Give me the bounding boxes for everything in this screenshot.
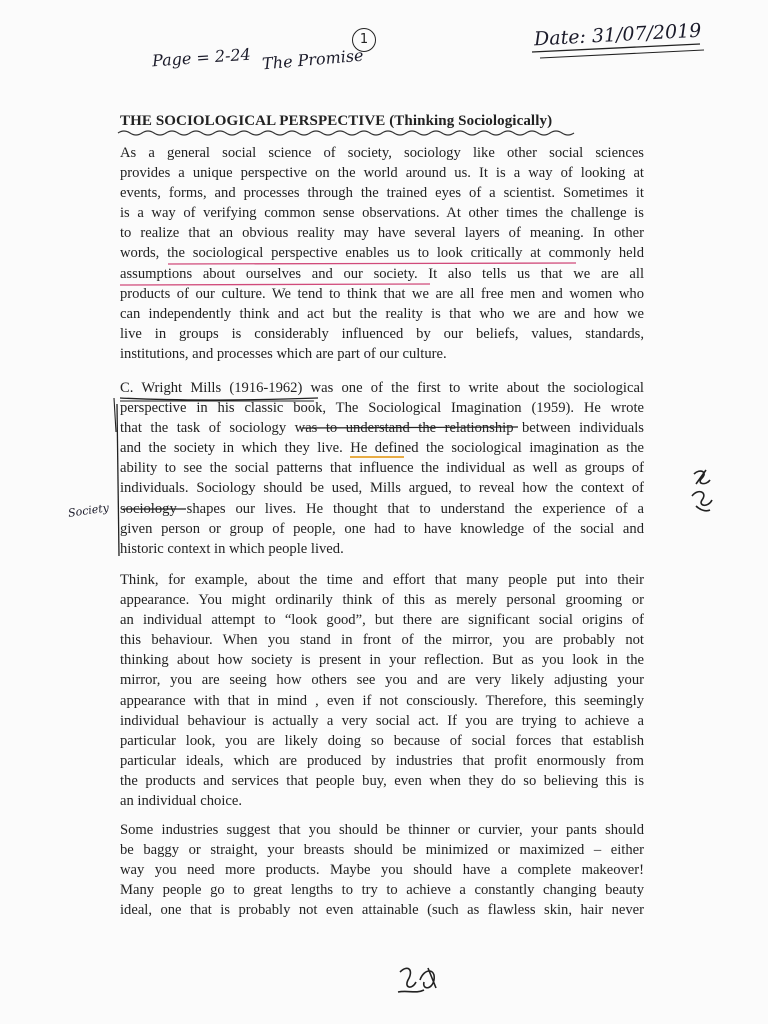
text-line: sociology shapes our lives. He thought that to understand the experience of a: [120, 500, 644, 517]
text-line: events, forms, and processes through the trained eyes of a scientist. Sometimes it: [120, 185, 644, 202]
text-line: to realize that an obvious reality may have several layers of meaning. In other: [120, 225, 644, 242]
text-line: be baggy or straight, your breasts should be minimized or maximized – either: [120, 842, 644, 859]
text-line: provides a unique perspective on the world around us. It is a way of looking at: [120, 165, 644, 182]
margin-signature-icon: [686, 466, 716, 514]
text-line: institutions, and processes which are part of our culture.: [120, 345, 447, 362]
handwritten-page-range: Page = 2-24: [151, 44, 252, 71]
handwritten-date: Date: 31/07/2019: [533, 19, 702, 51]
text-line: an individual choice.: [120, 793, 242, 810]
text-line: assumptions about ourselves and our society. It also tells us that we are all: [120, 265, 644, 282]
handwritten-book-title: The Promise: [261, 45, 365, 74]
text-line: historic context in which people lived.: [120, 540, 344, 557]
bottom-signature-icon: [394, 960, 444, 1000]
handwritten-margin-word: Society: [67, 501, 110, 520]
text-line: mirror, you are seeing how others see you and are very likely adjusting your: [120, 672, 644, 689]
page-title: THE SOCIOLOGICAL PERSPECTIVE (Thinking Sociologically): [120, 113, 553, 129]
text-line: Many people go to great lengths to try to achieve a constantly changing beauty: [120, 882, 644, 899]
text-line: this behaviour. When you stand in front of the mirror, you are probably not: [120, 632, 644, 649]
text-line: appearance with that in mind , even if not consciously. Therefore, this seemingly: [120, 692, 644, 709]
circled-number: 1: [352, 28, 376, 52]
text-line: products of our culture. We tend to think that we are all free men and women who: [120, 285, 644, 302]
paragraph-2: [120, 378, 644, 559]
text-line: ability to see the social patterns that influence the individual as well as groups of: [120, 460, 644, 477]
text-line: Some industries suggest that you should be thinner or curvier, your pants should: [120, 822, 644, 838]
text-line: C. Wright Mills (1916-1962) was one of the first to write about the sociological: [120, 380, 644, 396]
text-line: individual behaviour is actually a very social act. If you are trying to achieve a: [120, 712, 644, 729]
paragraph-4: [120, 820, 644, 920]
text-line: that the task of sociology was to understand the relationship between individuals: [120, 420, 644, 437]
text-line: given person or group of people, one had to have knowledge of the social and: [120, 520, 644, 537]
text-line: is a way of verifying common sense observations. At other times the challenge is: [120, 205, 644, 222]
text-line: particular ideals, which are produced by industries that profit enormously from: [120, 752, 644, 769]
text-line: As a general social science of society, sociology like other social sciences: [120, 145, 644, 161]
text-line: perspective in his classic book, The Sociological Imagination (1959). He wrote: [120, 400, 644, 417]
text-line: appearance. You might ordinarily think of this as merely personal grooming or: [120, 592, 644, 609]
text-line: live in groups is considerably influenced by our beliefs, values, standards,: [120, 325, 644, 342]
text-line: way you need more products. Maybe you should have a complete makeover!: [120, 862, 644, 879]
text-line: ideal, one that is probably not even attainable (such as flawless skin, hair never: [120, 902, 644, 919]
text-line: an individual attempt to “look good”, but there are significant social origins of: [120, 612, 644, 629]
text-line: words, the sociological perspective enables us to look critically at commonly held: [120, 245, 644, 262]
text-line: Think, for example, about the time and effort that many people put into their: [120, 572, 644, 588]
text-line: particular look, you are likely doing so because of social forces that establish: [120, 732, 644, 749]
paragraph-1: [120, 143, 644, 364]
text-line: the products and services that people buy, even when they do so believing this is: [120, 772, 644, 789]
text-line: thinking about how society is present in your reflection. But as you look in the: [120, 652, 644, 669]
text-line: and the society in which they live. He defined the sociological imagination as the: [120, 440, 644, 457]
text-line: individuals. Sociology should be used, Mills argued, to reveal how the context of: [120, 480, 644, 497]
paragraph-3: [120, 570, 644, 811]
text-line: can independently think and act but the reality is that who we are and how we: [120, 305, 644, 322]
